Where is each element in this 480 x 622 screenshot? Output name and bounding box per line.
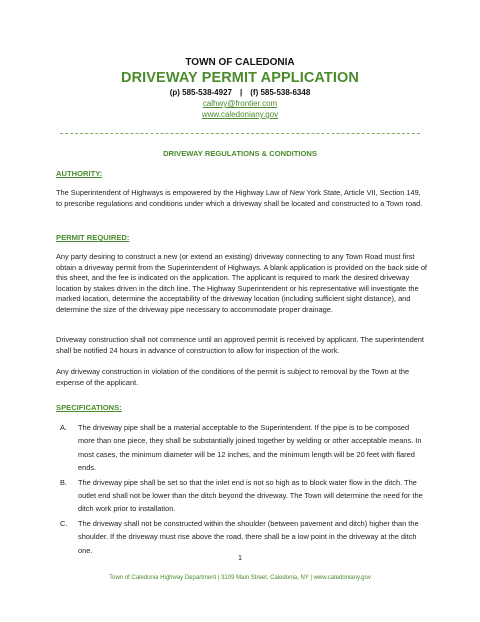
contact-phones <box>0 88 480 97</box>
page-number: 1 <box>237 553 243 562</box>
permit-paragraph-2: Driveway construction shall not commence until an approved permit is received by applicant. The superintendent shall be notified 24 hours in advance of construction to allow for inspection of the work. <box>56 335 424 355</box>
header-divider <box>60 133 420 134</box>
list-item <box>56 476 428 516</box>
list-marker: B. <box>60 477 67 487</box>
permit-paragraph-3: Any driveway construction in violation of the conditions of the permit is subject to removal by the Town at the expense of the applicant. <box>56 367 410 387</box>
list-item-text: The driveway pipe shall be set so that the inlet end is not so high as to block water flow in the ditch. The outlet end shall not be lower than the ditch beyond the driveway. The Town will determine the need for the ditch work prior to installation. <box>78 477 423 514</box>
list-item-text: The driveway shall not be constructed within the shoulder (between pavement and ditch) higher than the shoulder. If the driveway must rise above the road, there shall be a low point in the driveway at the ditch one. <box>78 518 419 555</box>
authority-heading: AUTHORITY: <box>56 169 103 178</box>
section-title: DRIVEWAY REGULATIONS & CONDITIONS <box>163 149 317 158</box>
list-item <box>56 517 428 557</box>
list-item <box>56 421 428 475</box>
email-link[interactable]: calhwy@frontier.com <box>202 99 278 108</box>
page-title: DRIVEWAY PERMIT APPLICATION <box>121 70 359 86</box>
specifications-heading: SPECIFICATIONS: <box>56 403 122 412</box>
permit-paragraph-1: Any party desiring to construct a new (or extend an existing) driveway connecting to any Town Road must first obtain a driveway permit from the Superintendent of Highways. A blank application is provided on the back side of this sheet, and the fee is indicated on the application. The applicant is required to mark the desired driveway location by stakes driven in the ditch line. The Highway Superintendent or his representative will investigate the marked location, determine the acceptability of the driveway location (including sufficient sight distance), and determine the size of the driveway pipe necessary to accommodate proper drainage. <box>56 252 427 314</box>
list-item-text: The driveway pipe shall be a material acceptable to the Superintendent. If the pipe is to be composed more than one piece, they shall be substantially joined together by welding or other acceptable means. In most cases, the minimum diameter will be 12 inches, and the minimum length will be 20 feet with flared ends. <box>78 423 422 473</box>
town-name: TOWN OF CALEDONIA <box>185 57 295 68</box>
phone-number: (p) 585-538-4927 <box>169 88 232 97</box>
phone-separator: | <box>239 88 243 97</box>
fax-number: (f) 585-538-6348 <box>250 88 311 97</box>
list-marker: C. <box>60 518 68 528</box>
specifications-list <box>56 421 428 558</box>
list-marker: A. <box>60 423 67 432</box>
page-footer: Town of Caledonia Highway Department | 3109 Main Street, Caledonia, NY | www.caledoniany.gov <box>109 575 371 581</box>
authority-text: The Superintendent of Highways is empowered by the Highway Law of New York State, Article VII, Section 149, to prescribe regulations and conditions under which a driveway shall be located and constructed to a Town road. <box>56 188 423 208</box>
permit-required-heading: PERMIT REQUIRED: <box>56 233 130 242</box>
website-link[interactable]: www.caledoniany.gov <box>201 110 279 119</box>
